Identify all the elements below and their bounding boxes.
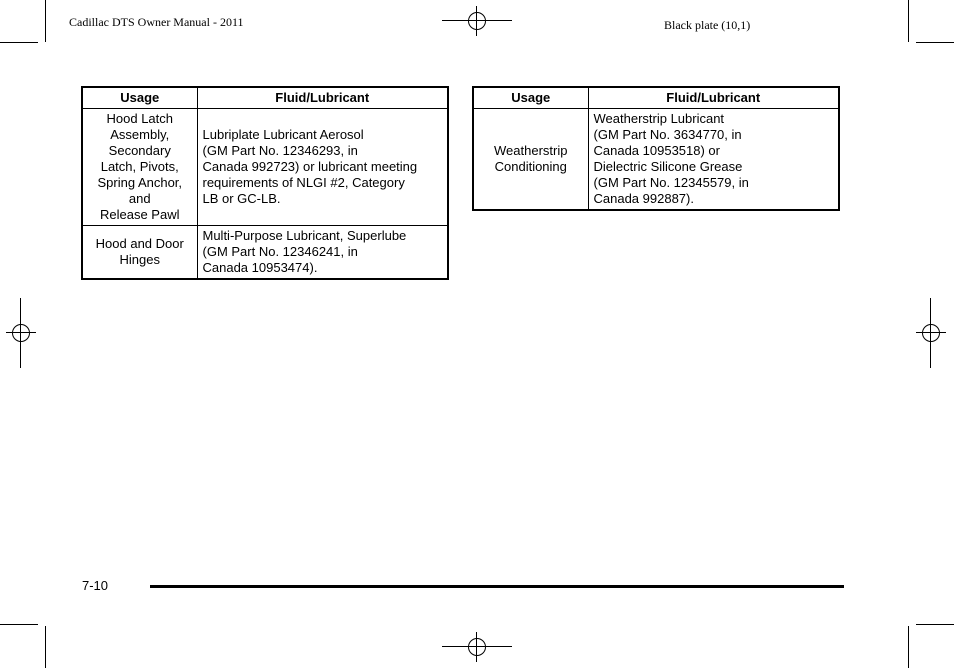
fluid-line: (GM Part No. 12346293, in: [202, 143, 358, 158]
crop-mark: [0, 624, 38, 625]
fluid-line: LB or GC-LB.: [202, 191, 281, 206]
usage-cell: [82, 109, 197, 226]
crop-mark: [908, 0, 909, 42]
usage-line: Release Pawl: [100, 207, 180, 222]
usage-line: Assembly,: [110, 127, 170, 142]
lubricant-table-left: [81, 86, 449, 280]
table-header-row: [82, 87, 448, 109]
usage-line: Latch, Pivots,: [100, 159, 179, 174]
usage-line: Hood and Door: [95, 236, 184, 251]
column-header-usage: Usage: [82, 87, 197, 109]
footer-rule: [150, 585, 844, 588]
crop-mark: [45, 0, 46, 42]
crop-mark: [0, 42, 38, 43]
usage-line: Weatherstrip: [494, 143, 568, 158]
fluid-line: Dielectric Silicone Grease: [593, 159, 743, 174]
page-number: 7-10: [82, 578, 109, 593]
fluid-line: requirements of NLGI #2, Category: [202, 175, 405, 190]
column-header-fluid: Fluid/Lubricant: [197, 87, 448, 109]
crop-mark: [916, 42, 954, 43]
fluid-line: Canada 10953474).: [202, 260, 318, 275]
usage-line: Secondary: [108, 143, 171, 158]
plate-label: Black plate (10,1): [664, 18, 751, 32]
table-row: [82, 226, 448, 280]
usage-line: and: [128, 191, 151, 206]
table-header-row: [473, 87, 839, 109]
usage-line: Hinges: [119, 252, 160, 267]
usage-cell: [82, 226, 197, 280]
registration-mark-icon: [6, 318, 36, 348]
column-header-usage: Usage: [473, 87, 588, 109]
fluid-line: Canada 992723) or lubricant meeting: [202, 159, 418, 174]
crop-mark: [45, 626, 46, 668]
fluid-line: Weatherstrip Lubricant: [593, 111, 725, 126]
usage-line: Conditioning: [494, 159, 567, 174]
usage-line: Hood Latch: [106, 111, 173, 126]
registration-mark-icon: [462, 632, 492, 662]
fluid-line: (GM Part No. 12346241, in: [202, 244, 358, 259]
fluid-cell: [197, 226, 448, 280]
usage-cell: [473, 109, 588, 211]
fluid-line: (GM Part No. 12345579, in: [593, 175, 749, 190]
crop-mark: [916, 624, 954, 625]
fluid-cell: [588, 109, 839, 211]
lubricant-table-right: [472, 86, 840, 211]
table-row: [82, 109, 448, 226]
registration-mark-icon: [916, 318, 946, 348]
fluid-line: Canada 10953518) or: [593, 143, 720, 158]
table-row: [473, 109, 839, 211]
registration-mark-icon: [462, 6, 492, 36]
usage-line: Spring Anchor,: [97, 175, 183, 190]
fluid-line: (GM Part No. 3634770, in: [593, 127, 742, 142]
fluid-line: Lubriplate Lubricant Aerosol: [202, 127, 364, 142]
fluid-line: Multi-Purpose Lubricant, Superlube: [202, 228, 407, 243]
manual-title: Cadillac DTS Owner Manual - 2011: [69, 15, 244, 29]
column-header-fluid: Fluid/Lubricant: [588, 87, 839, 109]
fluid-line: Canada 992887).: [593, 191, 694, 206]
crop-mark: [908, 626, 909, 668]
fluid-cell: [197, 109, 448, 226]
